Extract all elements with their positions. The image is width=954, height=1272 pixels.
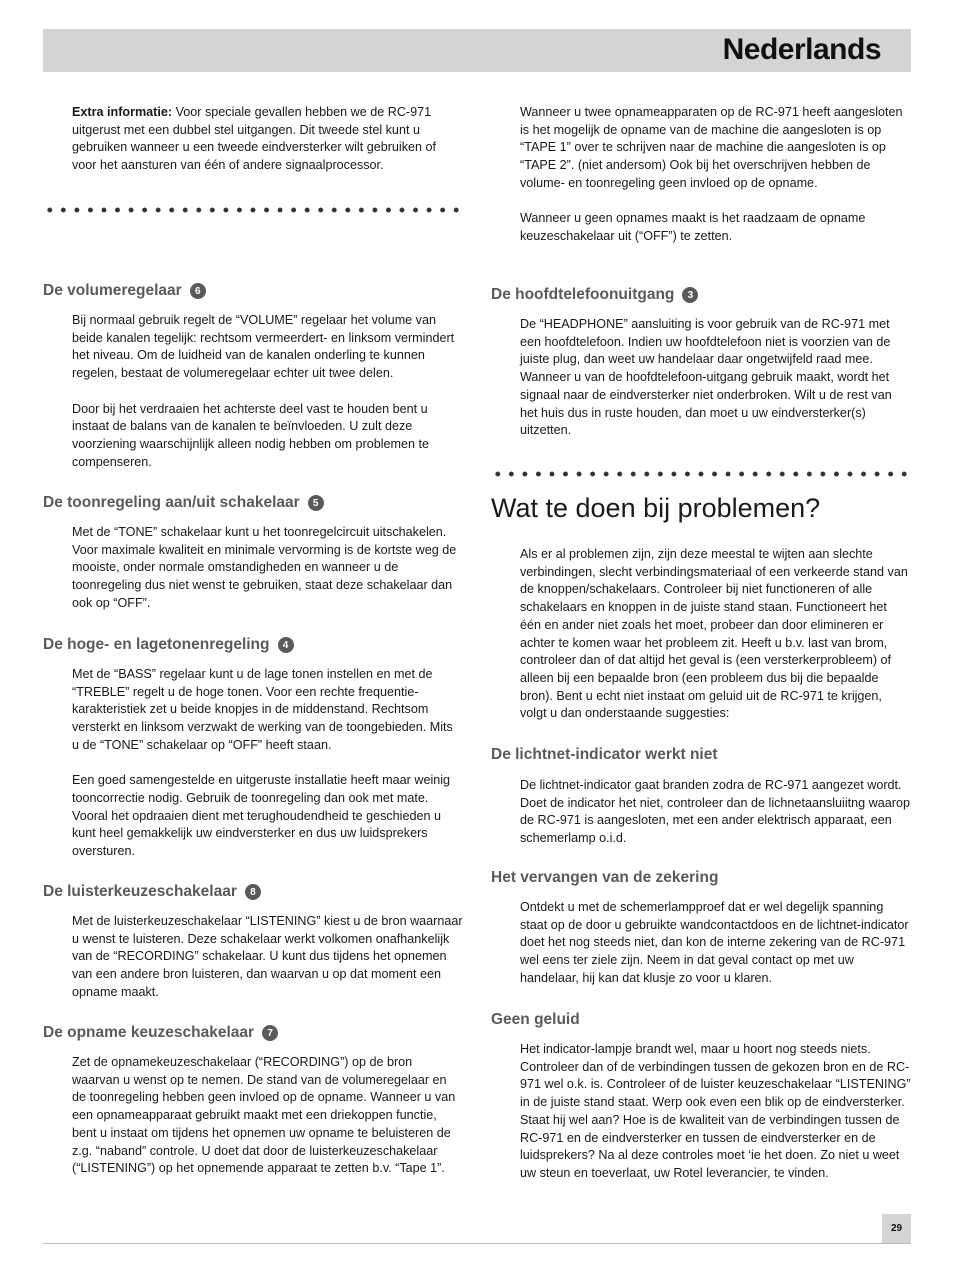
problems-heading: Wat te doen bij problemen?	[491, 493, 821, 523]
paragraph: De lichtnet-indicator gaat branden zodra de RC-971 aangezet wordt. Doet de indicator het niet, controleer dan de lichnetaansluiitng waarop de RC-971 is aangesloten, met een ander elektrisch apparaat, een schemerlamp o.i.d.	[520, 778, 910, 846]
paragraph: Met de “BASS” regelaar kunt u de lage tonen instellen en met de “TREBLE” regelt u de hoge tonen. Voor een rechte frequentie-karakteristiek zet u beide knopjes in de middenstand. Rechtsom versterkt en linksom verzwakt de werking van de toongebieden. Mits u de “TONE” schakelaar op “OFF” heeft staan.	[72, 667, 453, 752]
paragraph: Wanneer u geen opnames maakt is het raadzaam de opname keuzeschakelaar uit (“OFF”) te zetten.	[520, 211, 866, 243]
number-badge: 5	[308, 495, 324, 511]
section-title: De hoge- en lagetonenregeling 4	[43, 636, 463, 654]
section-listening	[43, 883, 463, 901]
dotted-divider	[43, 206, 463, 214]
section-fuse	[491, 869, 911, 887]
section-title: De volumeregelaar 6	[43, 282, 463, 300]
section-title: De hoofdtelefoonuitgang 3	[491, 286, 911, 304]
section-title: De toonregeling aan/uit schakelaar 5	[43, 494, 463, 512]
extra-info-label: Extra informatie:	[72, 105, 173, 119]
problems-text	[491, 546, 911, 723]
header-bar	[43, 29, 911, 72]
section-tone-switch	[43, 494, 463, 512]
number-badge: 4	[278, 637, 294, 653]
number-badge: 8	[245, 884, 261, 900]
page-title: Nederlands	[722, 33, 881, 66]
no-sound-text	[491, 1041, 911, 1183]
paragraph: De “HEADPHONE” aansluiting is voor gebruik van de RC-971 met een hoofdtelefoon. Indien uw hoofdtelefoon niet is voorzien van de juiste plug, dan weet uw handelaar daar ongetwijfeld raad mee. Wanneer u van de hoofdtelefoon-uitgang gebruik maakt, wordt het signaal naar de eindversterker niet onderbroken. Wilt u de rest van het huis dus in ruste houden, dan moet u uw eindversterker(s) uitzetten.	[520, 317, 892, 438]
section-title: De luisterkeuzeschakelaar 8	[43, 883, 463, 901]
listening-text	[43, 913, 463, 1002]
paragraph: Als er al problemen zijn, zijn deze meestal te wijten aan slechte verbindingen, slecht verbindingsmateriaal of een verkeerde stand van de knoppen/schakelaars. Controleer bij niet functioneren of alle schakelaars en knoppen in de juiste stand staan. Functioneert het één en ander niet zoals het moet, probeer dan door elimineren er achter te komen waar het probleem zit. Heeft u b.v. last van brom, controleer dan of dat altijd het geval is (een versterkerprobleem) of alleen bij een bepaalde bron (een probleem dus bij die bepaalde bron). Bent u echt niet instaat om geluid uit de RC-971 te krijgen, volgt u dan onderstaande suggesties:	[520, 547, 908, 721]
section-power-indicator	[491, 746, 911, 764]
section-title: Het vervangen van de zekering	[491, 869, 719, 886]
footer-rule	[43, 1243, 911, 1244]
bass-treble-text	[43, 666, 463, 861]
paragraph: Zet de opnamekeuzeschakelaar (“RECORDING”) op de bron waarvan u wenst op te nemen. De stand van de volumeregelaar en de toonregeling hebben geen invloed op de opname. Wanneer u van een opnameapparaat gebruikt maakt met een driekoppen functie, bent u instaat om tijdens het opnemen uw opname te beluisteren de z.g. “naband” controle. U doet dat door de luisterkeuzeschakelaar (“LISTENING”) op het opnemende apparaat te zetten b.v. “Tape 1”.	[72, 1055, 456, 1176]
section-title: Geen geluid	[491, 1011, 580, 1028]
section-volume	[43, 282, 463, 300]
paragraph: Met de luisterkeuzeschakelaar “LISTENING” kiest u de bron waarnaar u wenst te luisteren. Deze schakelaar werkt volkomen onafhankelijk van de “RECORDING” schakelaar. U kunt dus tijdens het opnemen van een andere bron luisteren, dan waarvan u op dat moment een opname maakt.	[72, 914, 463, 999]
problems-heading-block	[491, 493, 911, 524]
headphone-text	[491, 316, 911, 440]
dotted-divider	[491, 470, 911, 478]
page-number: 29	[882, 1214, 911, 1243]
section-title: De lichtnet-indicator werkt niet	[491, 746, 718, 763]
extra-info-text: Voor speciale gevallen hebben we de RC-971 uitgerust met een dubbel stel uitgangen. Dit tweede stel kunt u gebruiken wanneer u een tweede eindversterker wilt gebruiken of voor het aansturen van één of andere signaalprocessor.	[72, 105, 437, 173]
paragraph: Bij normaal gebruik regelt de “VOLUME” regelaar het volume van beide kanalen tegelijk: rechtsom vermeerdert- en linksom vermindert het niveau. Om de luidheid van de kanalen onderling te kunnen regelen, bestaat de volumeregelaar echter uit twee delen.	[72, 313, 455, 381]
tape-text	[491, 104, 911, 246]
tone-switch-text	[43, 524, 463, 613]
fuse-text	[491, 899, 911, 988]
volume-text	[43, 312, 463, 471]
recording-text	[43, 1054, 463, 1178]
extra-info-block	[43, 104, 463, 175]
section-bass-treble	[43, 636, 463, 654]
extra-info-paragraph	[43, 104, 463, 175]
power-indicator-text	[491, 777, 911, 848]
paragraph: Een goed samengestelde en uitgeruste installatie heeft maar weinig tooncorrectie nodig. Gebruik de toonregeling dan ook met mate. Vooral het opdraaien dient met terughoudendheid te geschieden u kunt heel gemakkelijk uw eindversterker en dus uw luidsprekers oversturen.	[72, 773, 451, 859]
section-no-sound	[491, 1011, 911, 1029]
paragraph: Ontdekt u met de schemerlampproef dat er wel degelijk spanning staat op de door u gebruikte wandcontactdoos en de lichtnet-indicator doet het nog steeds niet, dan kon de interne zekering van de RC-971 wel eens ter ziele zijn. Neem in dat geval contact op met uw handelaar, hij kan dat klusje zo voor u klaren.	[520, 900, 909, 985]
section-recording	[43, 1024, 463, 1042]
number-badge: 3	[682, 287, 698, 303]
number-badge: 7	[262, 1025, 278, 1041]
number-badge: 6	[190, 283, 206, 299]
paragraph: Met de “TONE” schakelaar kunt u het toonregelcircuit uitschakelen. Voor maximale kwaliteit en minimale vervorming is de kortste weg de mooiste, onder normale omstandigheden en wanneer u de toonregeling dus niet wenst te gebruiken, staat deze schakelaar dan ook op “OFF”.	[72, 525, 457, 610]
section-title: De opname keuzeschakelaar 7	[43, 1024, 463, 1042]
paragraph: Wanneer u twee opnameapparaten op de RC-971 heeft aangesloten is het mogelijk de opname van de machine die aangesloten is op “TAPE 1” over te schrijven naar de machine die aangesloten is op “TAPE 2”. (niet andersom) Ook bij het overschrijven hebben de volume- en toonregeling geen invloed op de opname.	[520, 105, 903, 190]
paragraph: Het indicator-lampje brandt wel, maar u hoort nog steeds niets. Controleer dan of de verbindingen tussen de gekozen bron en de RC-971 wel o.k. is. Controleer of de luister keuzeschakelaar “LISTENING” in de juiste stand staat. Werp ook even een blik op de eindversterker. Staat hij wel aan? Hoe is de kwaliteit van de verbindingen tussen de RC-971 en de eindversterker en tussen de eindversterker en de luidsprekers? Na al deze controles moet ‘ie het doen. Zo niet u weet uw steun en toeverlaat, uw Rotel leverancier, te vinden.	[520, 1042, 911, 1180]
section-headphone	[491, 286, 911, 304]
paragraph: Door bij het verdraaien het achterste deel vast te houden bent u instaat de balans van de kanalen te beïnvloeden. U zult deze voorziening waarschijnlijk alleen nodig hebben om problemen te compenseren.	[72, 401, 430, 469]
